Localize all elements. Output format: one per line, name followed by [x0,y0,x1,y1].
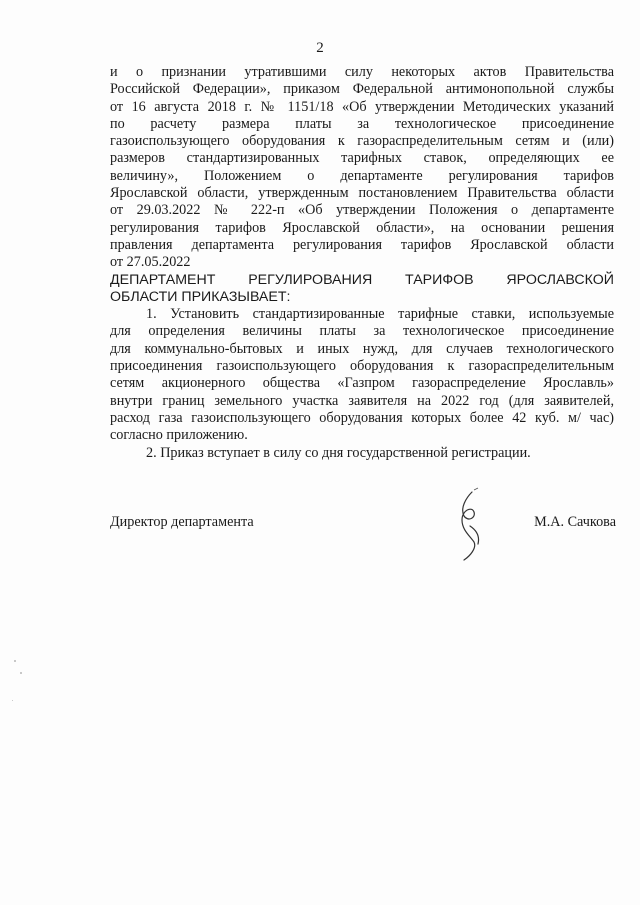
order-heading-line: ДЕПАРТАМЕНТ РЕГУЛИРОВАНИЯ ТАРИФОВ ЯРОСЛАВСКОЙ [110,271,614,288]
preamble-line: и о признании утратившими силу некоторых актов Правительства [110,64,614,80]
scan-speck [12,700,13,701]
item-line: внутри границ земельного участка заявителя на 2022 год (для заявителей, [110,392,614,409]
scan-speck [20,672,22,674]
item-line: расход газа газоиспользующего оборудования которых более 42 куб. м/ час) [110,409,614,426]
scan-speck [14,660,16,662]
item-line: для коммунально-бытовых и иных нужд, для случаев технологического [110,340,614,357]
order-item-2: 2. Приказ вступает в силу со дня государственной регистрации. [146,444,531,461]
preamble-line: Ярославской области, утвержденным постановлением Правительства области [110,185,614,202]
preamble-paragraph [110,64,614,272]
item-line: 1. Установить стандартизированные тарифные ставки, используемые [146,306,614,323]
page-number: 2 [316,40,324,56]
signatory-name: М.А. Сачкова [534,514,616,530]
preamble-line: регулирования тарифов Ярославской области», на основании решения [110,219,614,236]
handwritten-signature [440,486,500,566]
item-line: присоединения газоиспользующего оборудования к газораспределительным [110,358,614,375]
preamble-line: газоиспользующего оборудования к газораспределительным сетям и (или) [110,133,614,150]
document-body [110,64,614,462]
item-line: согласно приложению. [110,427,248,444]
item-line: для определения величины платы за технологическое присоединение [110,323,614,340]
preamble-line: Российской Федерации», приказом Федеральной антимонопольной службы [110,81,614,98]
signatory-title: Директор департамента [110,514,254,530]
order-heading-line: ОБЛАСТИ ПРИКАЗЫВАЕТ: [110,288,291,305]
preamble-line: правления департамента регулирования тарифов Ярославской области [110,236,614,253]
preamble-line: по расчету размера платы за технологическое присоединение [110,115,614,132]
order-item-1 [110,306,614,444]
signature-block [110,514,616,574]
order-heading [110,272,614,307]
preamble-line: от 29.03.2022 № 222-п «Об утверждении Положения о департаменте [110,202,614,219]
preamble-line: величину», Положением о департаменте регулирования тарифов [110,167,614,184]
item-line: сетям акционерного общества «Газпром газораспределение Ярославль» [110,375,614,392]
preamble-line: от 16 августа 2018 г. № 1151/18 «Об утверждении Методических указаний [110,98,614,115]
preamble-line: размеров стандартизированных тарифных ставок, определяющих ее [110,150,614,167]
preamble-line: от 27.05.2022 [110,254,191,271]
